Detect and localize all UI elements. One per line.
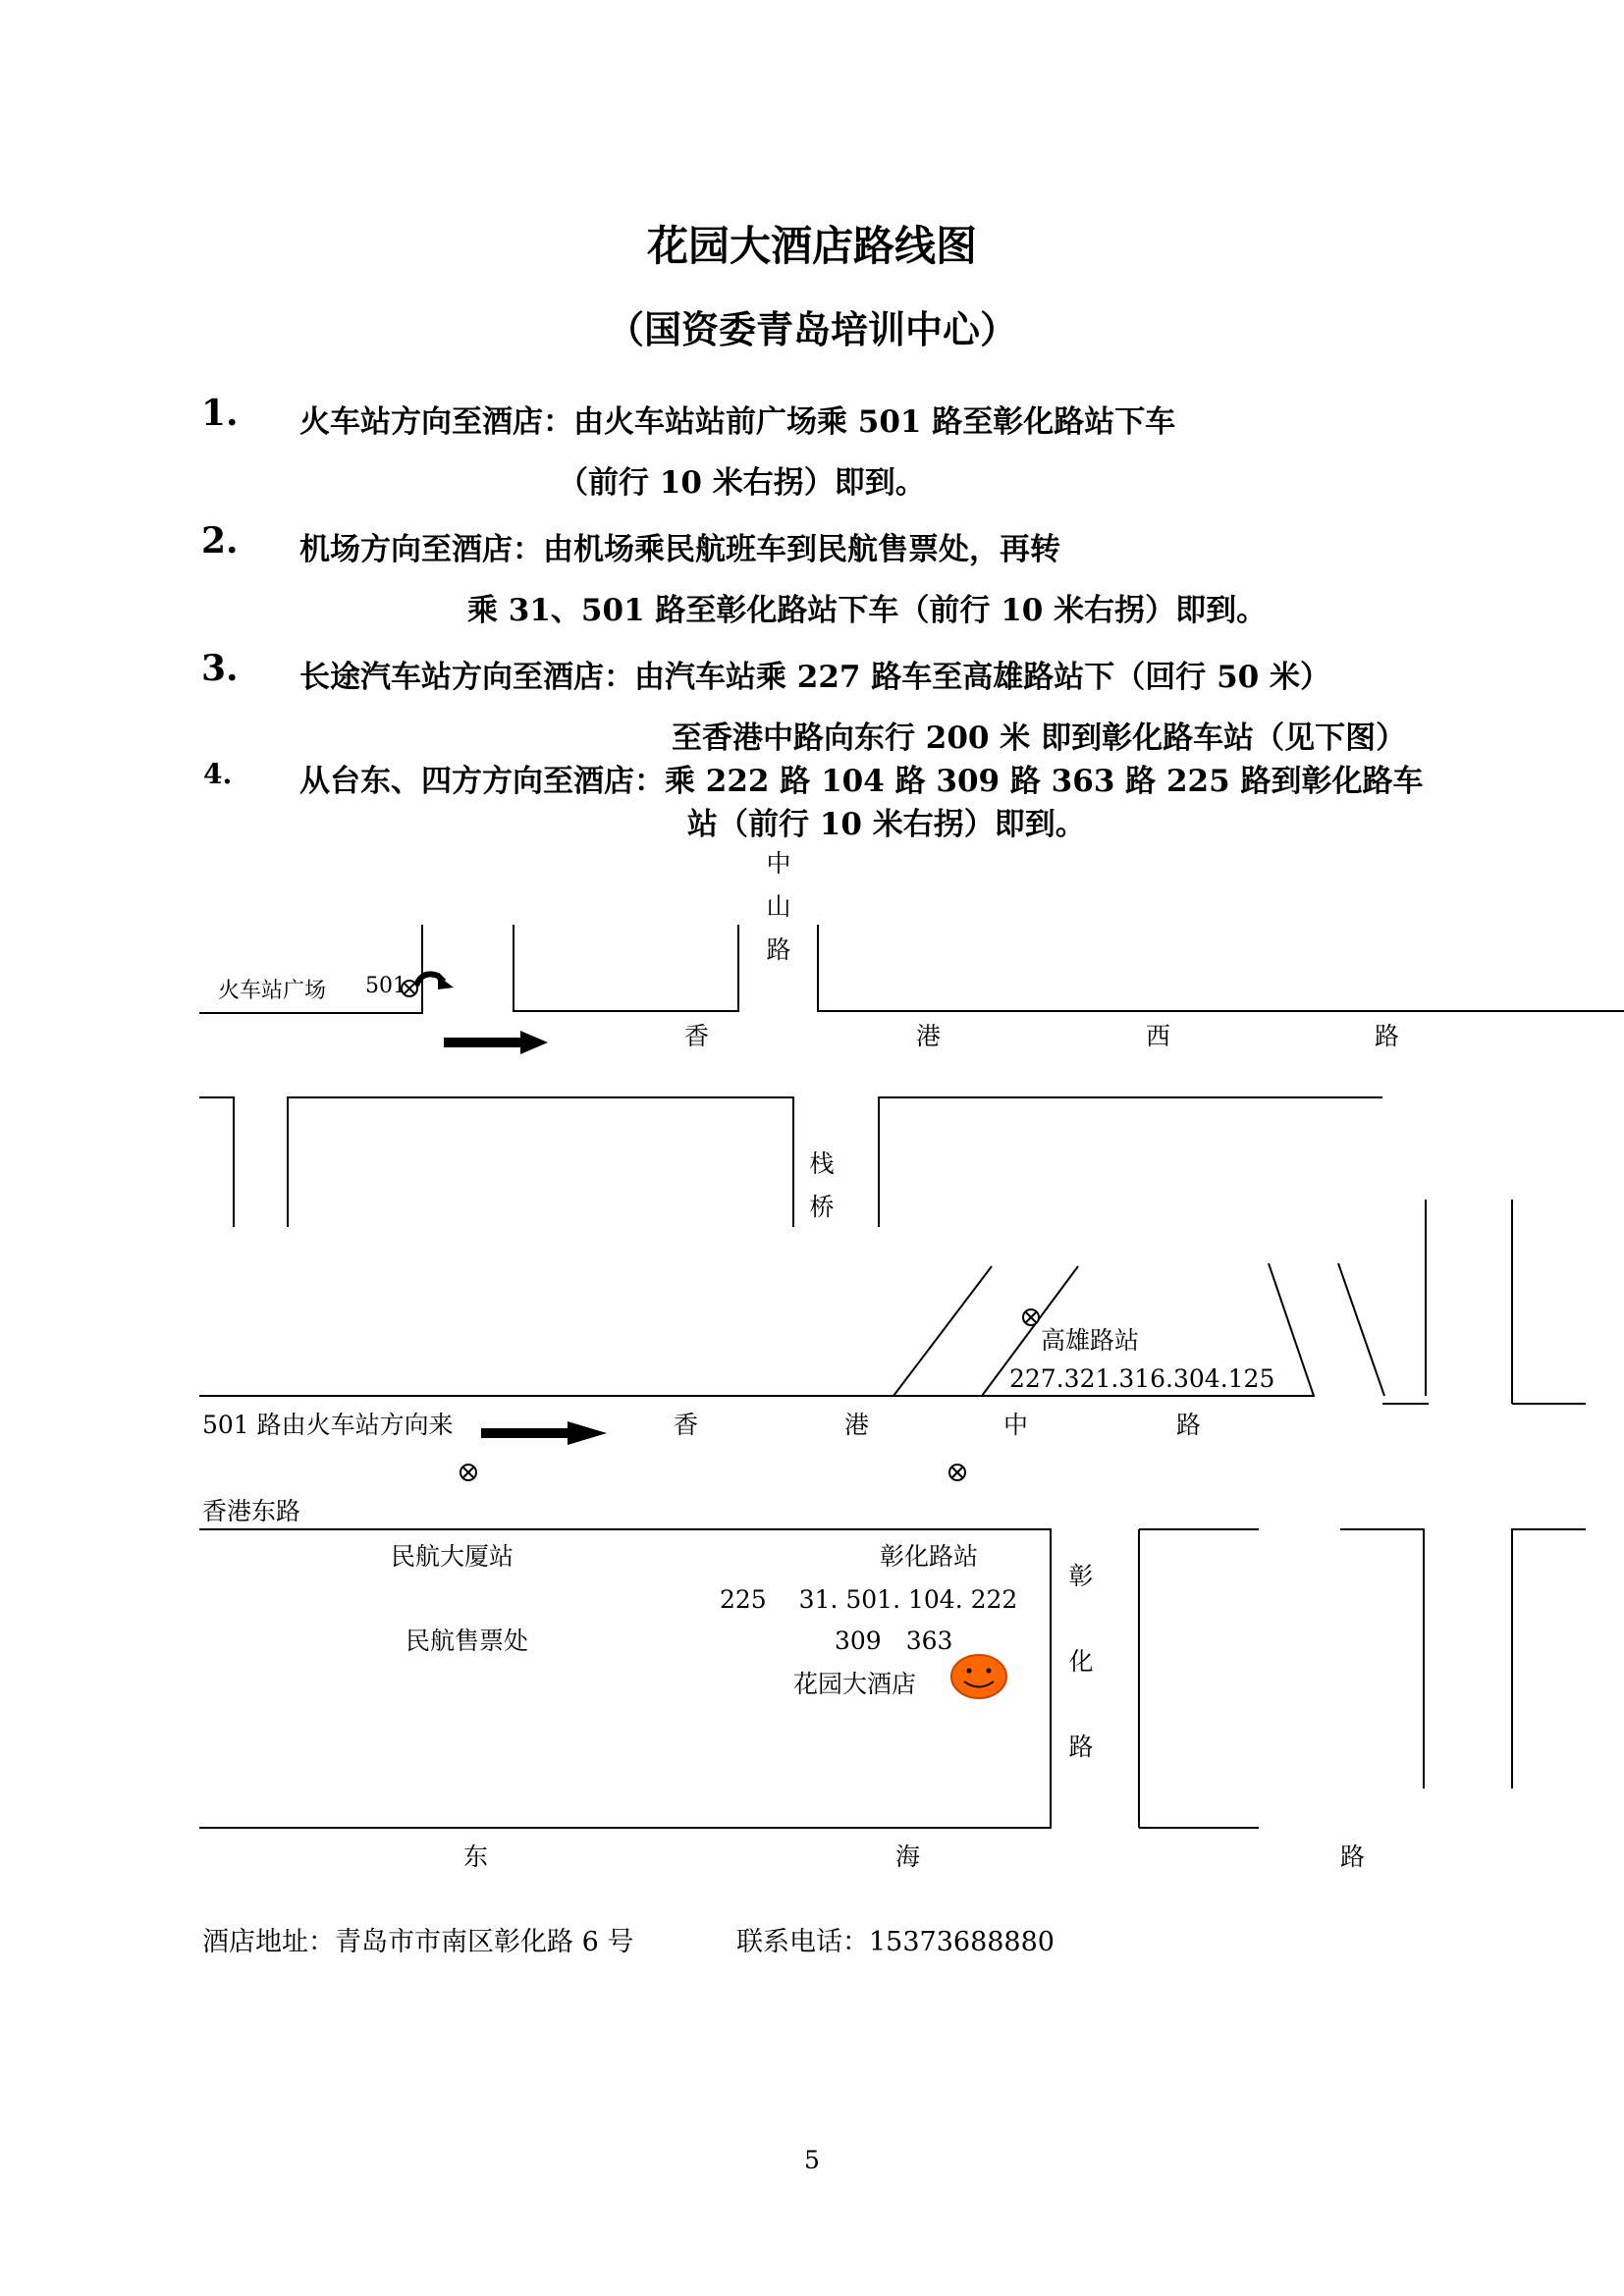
bus-stop-markers — [402, 981, 1039, 1480]
gaoxiong-buses-label: 227.321.316.304.125 — [1009, 1364, 1275, 1393]
item-2-line2: 乘 31、501 路至彰化路站下车（前行 10 米右拐）即到。 — [467, 593, 1268, 628]
page-number: 5 — [804, 2146, 820, 2174]
diagonal-road-line — [893, 1266, 992, 1396]
item-1-line2: （前行 10 米右拐）即到。 — [558, 465, 926, 501]
minhang-building-station-label: 民航大厦站 — [391, 1542, 514, 1571]
xianggang-middle-char: 香 — [674, 1411, 699, 1439]
bus-stop-icon — [949, 1465, 965, 1480]
zhongshan-road-label: 中 山 路 — [766, 849, 791, 964]
xianggang-middle-char: 港 — [844, 1411, 870, 1439]
road-line — [818, 925, 1624, 1011]
ticket-office-label: 民航售票处 — [406, 1627, 529, 1655]
hotel-smiley-icon — [951, 1655, 1006, 1698]
hotel-label: 花园大酒店 — [793, 1670, 917, 1698]
road-line — [514, 925, 738, 1011]
zhanqiao-label: 栈 桥 — [809, 1149, 835, 1221]
xianggang-west-char: 港 — [916, 1022, 942, 1050]
road-line — [199, 1097, 234, 1227]
bus501-from-label: 501 路由火车站方向来 — [202, 1411, 454, 1439]
item-3-number: 3. — [201, 648, 239, 689]
road-line — [879, 1097, 1382, 1227]
donghai-road-char: 东 — [463, 1842, 489, 1871]
road-line — [1340, 1529, 1424, 1789]
direction-arrows — [444, 1031, 607, 1445]
hotel-address: 酒店地址：青岛市市南区彰化路 6 号 — [202, 1927, 634, 1957]
bus-501-label: 501 — [365, 974, 406, 998]
xianggang-west-char: 西 — [1146, 1022, 1171, 1050]
station-square-label: 火车站广场 — [218, 979, 327, 1003]
zhanghua-buses-label-2: 309 363 — [835, 1627, 953, 1655]
item-4-line1: 从台东、四方方向至酒店：乘 222 路 104 路 309 路 363 路 225 路到彰化路车 — [299, 764, 1424, 799]
bus-stop-icon — [1023, 1309, 1039, 1325]
arrow-right-icon — [444, 1031, 548, 1054]
item-2-number: 2. — [201, 520, 239, 561]
page-title: 花园大酒店路线图 — [646, 222, 977, 270]
road-line — [199, 1529, 1051, 1828]
item-3-line1: 长途汽车站方向至酒店：由汽车站乘 227 路车至高雄路站下（回行 50 米） — [299, 660, 1331, 695]
item-2-line1: 机场方向至酒店：由机场乘民航班车到民航售票处，再转 — [299, 532, 1060, 567]
gaoxiong-station-label: 高雄路站 — [1041, 1326, 1140, 1355]
arrow-right-icon — [481, 1421, 607, 1445]
zhanghua-road-label: 彰 化 路 — [1068, 1562, 1094, 1761]
xianggang-west-char: 香 — [684, 1022, 710, 1050]
donghai-road-char: 海 — [895, 1842, 921, 1871]
xianggang-east-label: 香港东路 — [202, 1497, 301, 1525]
bus-stop-icon — [460, 1465, 476, 1480]
item-1-number: 1. — [201, 393, 239, 434]
xianggang-west-char: 路 — [1375, 1022, 1400, 1050]
diagonal-road-line — [1338, 1263, 1384, 1396]
xianggang-middle-char: 路 — [1176, 1411, 1202, 1439]
road-line — [1512, 1529, 1586, 1789]
hotel-phone: 联系电话：15373688880 — [736, 1927, 1055, 1957]
xianggang-middle-char: 中 — [1003, 1411, 1029, 1439]
zhanghua-buses-label: 225 31. 501. 104. 222 — [720, 1585, 1018, 1614]
donghai-road-char: 路 — [1340, 1842, 1366, 1871]
item-1-line1: 火车站方向至酒店：由火车站站前广场乘 501 路至彰化路站下车 — [299, 404, 1176, 440]
road-line — [288, 1097, 793, 1227]
zhanghua-station-label: 彰化路站 — [880, 1542, 979, 1571]
page-subtitle: （国资委青岛培训中心） — [606, 308, 1017, 351]
item-4-number: 4. — [203, 758, 233, 790]
item-3-line2: 至香港中路向东行 200 米 即到彰化路车站（见下图） — [672, 721, 1407, 756]
item-4-line2: 站（前行 10 米右拐）即到。 — [687, 807, 1086, 842]
